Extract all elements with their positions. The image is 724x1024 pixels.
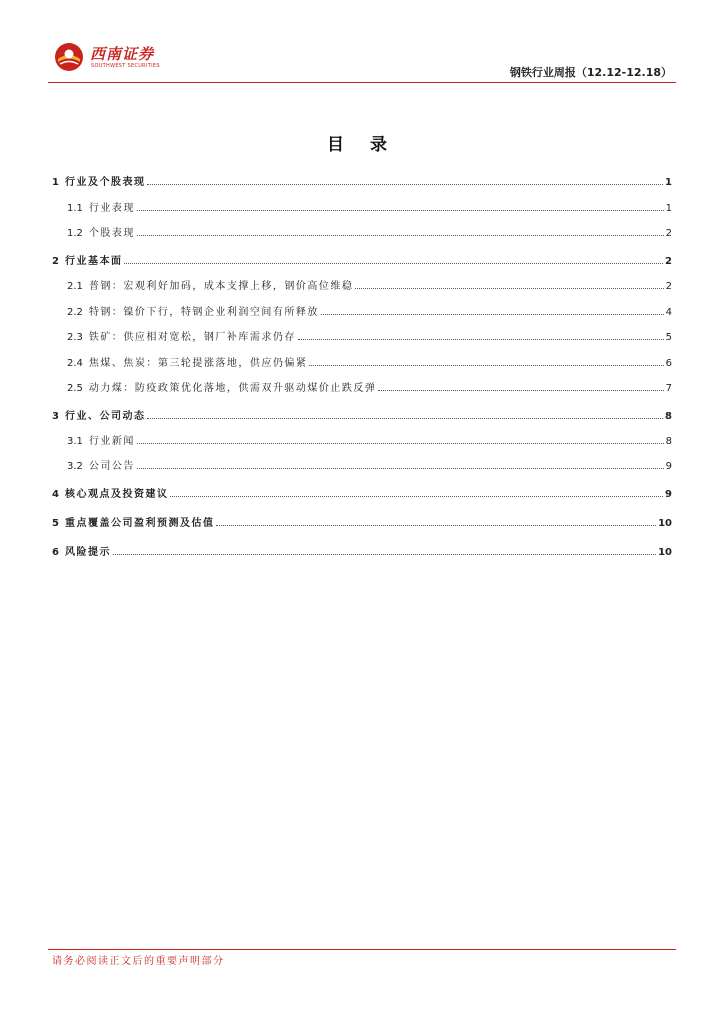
toc-entry[interactable] — [52, 325, 672, 343]
toc-entry-number: 1 — [52, 177, 59, 188]
toc-entry-page: 1 — [665, 203, 672, 214]
toc-entry-page: 2 — [665, 256, 672, 267]
toc-entry[interactable] — [52, 170, 672, 188]
toc-entry-title: 风险提示 — [64, 547, 111, 558]
toc-entry[interactable] — [52, 351, 672, 369]
toc-dot-leader — [113, 553, 656, 555]
footer-disclaimer: 请务必阅读正文后的重要声明部分 — [52, 956, 225, 967]
toc-entry-title: 个股表现 — [88, 228, 135, 239]
toc-entry-number: 3 — [52, 411, 59, 422]
toc-dot-leader — [216, 524, 656, 526]
toc-entry-number: 1.1 — [67, 203, 83, 214]
toc-entry-page: 2 — [665, 228, 672, 239]
toc-entry[interactable] — [52, 429, 672, 447]
toc-dot-leader — [378, 389, 663, 391]
toc-entry-title: 普钢：宏观利好加码，成本支撑上移，钢价高位维稳 — [88, 281, 354, 292]
page-header — [48, 40, 676, 82]
toc-entry-page: 5 — [665, 332, 672, 343]
toc-dot-leader — [355, 287, 663, 289]
toc-entry-title: 特钢：镍价下行，特钢企业利润空间有所释放 — [88, 307, 319, 318]
logo-english-name: SOUTHWEST SECURITIES — [91, 63, 160, 69]
toc-entry-page: 6 — [665, 358, 672, 369]
toc-entry-page: 10 — [658, 547, 672, 558]
toc-heading: 目 录 — [327, 135, 397, 155]
toc-entry-title: 行业表现 — [88, 203, 135, 214]
toc-entry-page: 7 — [665, 383, 672, 394]
toc-entry-number: 4 — [52, 489, 59, 500]
toc-entry-number: 2.2 — [67, 307, 83, 318]
toc-entry-number: 2.3 — [67, 332, 83, 343]
toc-entry-page: 8 — [665, 436, 672, 447]
toc-entry[interactable] — [52, 274, 672, 292]
toc-dot-leader — [147, 183, 663, 185]
header-divider — [48, 82, 676, 83]
logo-chinese-name: 西南证券 — [90, 45, 155, 63]
toc-entry-page: 2 — [665, 281, 672, 292]
footer-divider — [48, 949, 676, 950]
toc-entry[interactable] — [52, 249, 672, 267]
company-logo — [54, 42, 204, 76]
toc-entry-title: 动力煤：防疫政策优化落地，供需双升驱动煤价止跌反弹 — [88, 383, 377, 394]
toc-dot-leader — [170, 495, 663, 497]
toc-dot-leader — [137, 467, 664, 469]
toc-entry[interactable] — [52, 482, 672, 500]
logo-emblem-icon — [54, 42, 84, 72]
toc-entry-title: 公司公告 — [88, 461, 135, 472]
toc-entry-number: 5 — [52, 518, 59, 529]
toc-entry-number: 1.2 — [67, 228, 83, 239]
toc-entry-page: 1 — [665, 177, 672, 188]
toc-entry-page: 10 — [658, 518, 672, 529]
toc-dot-leader — [137, 209, 664, 211]
toc-dot-leader — [124, 262, 663, 264]
toc-entry-title: 核心观点及投资建议 — [64, 489, 169, 500]
toc-entry[interactable] — [52, 376, 672, 394]
toc-entry-title: 行业基本面 — [64, 256, 123, 267]
toc-entry[interactable] — [52, 196, 672, 214]
toc-entry-number: 3.2 — [67, 461, 83, 472]
toc-entry-number: 2.4 — [67, 358, 83, 369]
toc-entry[interactable] — [52, 300, 672, 318]
toc-dot-leader — [137, 442, 664, 444]
toc-entry[interactable] — [52, 511, 672, 529]
toc-dot-leader — [298, 338, 664, 340]
toc-entry[interactable] — [52, 454, 672, 472]
toc-entry-number: 3.1 — [67, 436, 83, 447]
toc-entry-page: 4 — [665, 307, 672, 318]
toc-entry-title: 行业及个股表现 — [64, 177, 146, 188]
toc-entry[interactable] — [52, 404, 672, 422]
report-title: 钢铁行业周报（12.12-12.18） — [509, 66, 672, 79]
toc-entry-number: 2.5 — [67, 383, 83, 394]
toc-entry-title: 行业、公司动态 — [64, 411, 146, 422]
toc-dot-leader — [147, 417, 663, 419]
toc-entry-number: 2.1 — [67, 281, 83, 292]
toc-entry-title: 焦煤、焦炭：第三轮提涨落地，供应仍偏紧 — [88, 358, 308, 369]
toc-entry-page: 8 — [665, 411, 672, 422]
toc-dot-leader — [137, 234, 664, 236]
toc-entry-page: 9 — [665, 489, 672, 500]
toc-entry-title: 行业新闻 — [88, 436, 135, 447]
toc-dot-leader — [321, 313, 664, 315]
toc-entry-title: 铁矿：供应相对宽松，钢厂补库需求仍存 — [88, 332, 296, 343]
toc-entry[interactable] — [52, 540, 672, 558]
toc-entry[interactable] — [52, 221, 672, 239]
toc-dot-leader — [309, 364, 663, 366]
toc-entry-page: 9 — [665, 461, 672, 472]
toc-entry-title: 重点覆盖公司盈利预测及估值 — [64, 518, 215, 529]
toc-entry-number: 6 — [52, 547, 59, 558]
toc-entry-number: 2 — [52, 256, 59, 267]
